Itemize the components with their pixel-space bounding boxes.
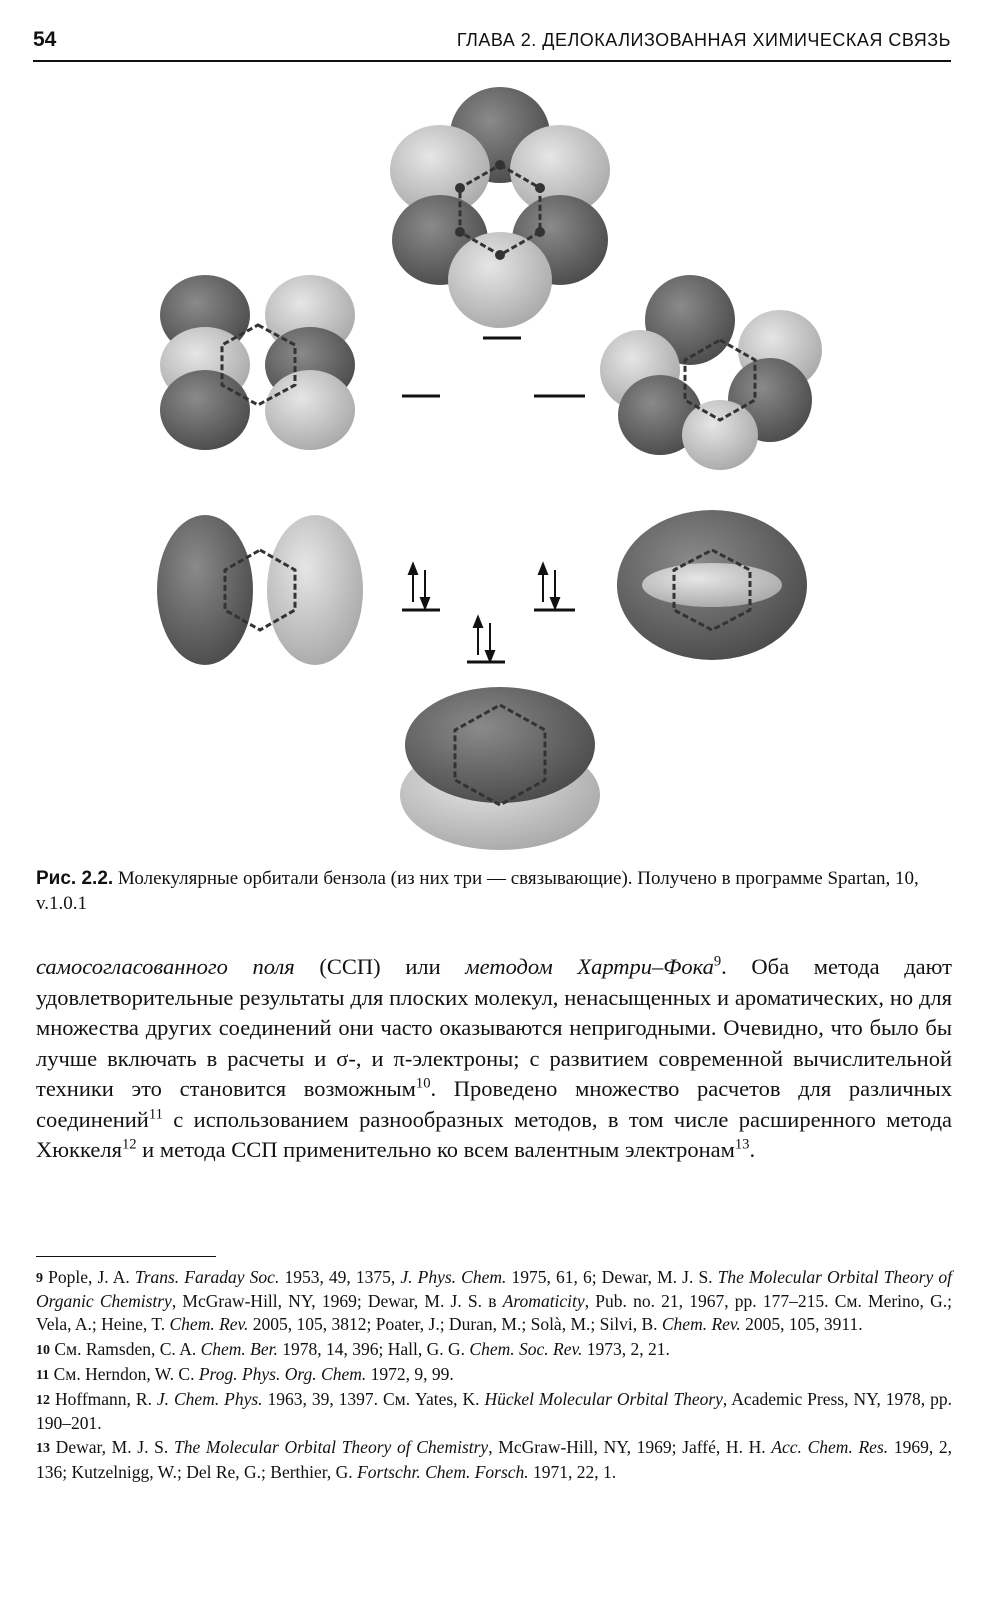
text-run: 2005, 105, 3911. (740, 1314, 863, 1335)
footnote-number: 11 (36, 1367, 50, 1383)
journal: J. Chem. Phys. (156, 1389, 263, 1410)
orbital-lower-right (617, 510, 807, 660)
journal: Chem. Rev. (169, 1314, 249, 1335)
journal: Acc. Chem. Res. (771, 1437, 889, 1458)
footnote-number: 9 (36, 1271, 43, 1286)
text-run: 1963, 39, 1397. См. Yates, K. (262, 1389, 485, 1410)
journal: Trans. Faraday Soc. (134, 1267, 280, 1287)
orbital-lower-left (157, 515, 363, 665)
footnote-number: 13 (36, 1441, 50, 1457)
text-run: , Pub. no. 21, 1967, pp. 177–215. См. Merino, G.; Vela, A.; Heine, T. (36, 1291, 952, 1335)
book-title: Aromaticity (502, 1291, 585, 1312)
orbital-bottom (400, 687, 600, 850)
footnotes (36, 1266, 952, 1485)
journal: Fortschr. Chem. Forsch. (357, 1461, 529, 1482)
book-title: Hückel Molecular Orbital Theory (484, 1389, 723, 1410)
footnote-11 (36, 1363, 952, 1387)
footnote-13 (36, 1436, 952, 1483)
electron-arrows (409, 564, 559, 661)
journal: Chem. Rev. (661, 1314, 741, 1335)
orbital-upper-right (600, 275, 822, 470)
caption-text: Молекулярные орбитали бензола (из них три — связывающие). Получено в программе Spartan, 10, v.1.0.1 (36, 868, 919, 914)
text-run: См. Ramsden, C. A. (50, 1338, 201, 1359)
footnote-number: 12 (36, 1393, 50, 1409)
running-title: ГЛАВА 2. ДЕЛОКАЛИЗОВАННАЯ ХИМИЧЕСКАЯ СВЯЗЬ (456, 30, 951, 50)
text-run: (ССП) или (294, 954, 466, 979)
text-run: 1969, 2, 136; Kutzelnigg, W.; Del Re, G.; Berthier, G. (36, 1437, 953, 1482)
text-run: Pople, J. A. (43, 1267, 135, 1287)
text-run: 2005, 105, 3812; Poater, J.; Duran, M.; Solà, M.; Silvi, B. (248, 1314, 662, 1335)
footnote-9 (36, 1266, 952, 1337)
journal: Chem. Soc. Rev. (469, 1338, 583, 1359)
page-number: 54 (33, 28, 57, 51)
text-run: 1971, 22, 1. (528, 1461, 617, 1482)
footnote-number: 10 (36, 1342, 50, 1358)
text-run: , McGraw-Hill, NY, 1969; Dewar, M. J. S. в (171, 1291, 503, 1312)
text-run: , McGraw-Hill, NY, 1969; Jaffé, H. H. (488, 1437, 772, 1458)
journal: J. Phys. Chem. (400, 1267, 507, 1287)
footnote-10 (36, 1338, 952, 1362)
book-title: The Molecular Orbital Theory of Chemistry (173, 1437, 489, 1458)
figure-caption (36, 866, 954, 916)
text-run: 1972, 9, 99. (366, 1363, 454, 1384)
text-run: 1953, 49, 1375, (279, 1267, 401, 1287)
text-run: См. Herndon, W. C. (49, 1363, 199, 1384)
footnote-ref-10[interactable]: 10 (415, 1075, 431, 1092)
page-header (33, 26, 951, 62)
footnote-ref-11[interactable]: 11 (148, 1106, 163, 1122)
text-run: Dewar, M. J. S. (50, 1437, 174, 1458)
footnote-divider (36, 1256, 216, 1257)
orbital-top (390, 87, 610, 328)
footnote-ref-13[interactable]: 13 (734, 1136, 750, 1153)
term-hartree-fock: методом Хартри–Фока (465, 954, 714, 979)
orbital-illustration (0, 80, 1006, 860)
text-run: 1978, 14, 396; Hall, G. G. (277, 1338, 470, 1359)
journal: Prog. Phys. Org. Chem. (198, 1363, 367, 1384)
footnote-12 (36, 1388, 952, 1435)
text-run: . Проведено множество расчетов для различных соединений (36, 1076, 952, 1132)
benzene-orbitals-figure (0, 80, 1006, 860)
text-run: . Оба метода дают удовлетворительные результаты для плоских молекул, ненасыщенных и ароматических, но для множества других соединений они часто оказываются непригодными. Очевидно, что было бы лучше включать в расчеты и σ-, и π-электроны; с развитием современной вычислительной техники это становится возможным (36, 954, 953, 1101)
book-title: The Molecular Orbital Theory of Organic Chemistry (36, 1267, 952, 1312)
journal: Chem. Ber. (200, 1338, 278, 1359)
text-run: 1973, 2, 21. (582, 1338, 670, 1359)
caption-label: Рис. 2.2. (36, 868, 114, 889)
text-run: . (749, 1137, 756, 1162)
text-run: 1975, 61, 6; Dewar, M. J. S. (506, 1267, 718, 1287)
body-paragraph (36, 952, 952, 1166)
footnote-ref-9[interactable]: 9 (713, 953, 722, 970)
text-run: с использованием разнообразных методов, в том числе расширенного метода Хюккеля (36, 1106, 952, 1162)
text-run: , Academic Press, NY, 1978, pp. 190–201. (36, 1389, 953, 1434)
term-scf: самосогласованного поля (36, 954, 295, 979)
text-run: Hoffmann, R. (50, 1389, 157, 1410)
footnote-ref-12[interactable]: 12 (121, 1136, 137, 1153)
orbital-upper-left (160, 275, 355, 450)
text-run: и метода ССП применительно ко всем валентным электронам (136, 1137, 735, 1162)
